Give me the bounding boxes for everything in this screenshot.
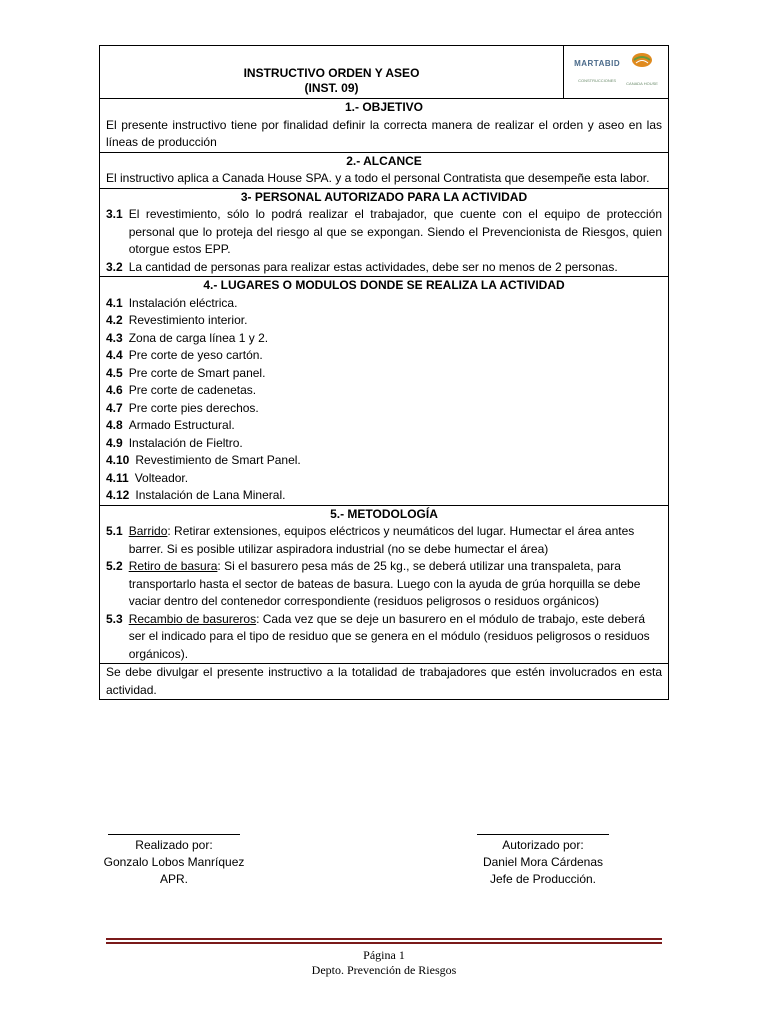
footer-department: Depto. Prevención de Riesgos — [311, 963, 457, 977]
item-number: 4.1 — [106, 295, 123, 310]
company-logo — [564, 46, 669, 99]
item-number: 3.2 — [106, 259, 123, 274]
section-text: El instructivo aplica a Canada House SPA. y a todo el personal Contratista que desempeñe esta labor. — [106, 171, 650, 185]
list-item — [106, 365, 662, 383]
list-item — [106, 435, 662, 453]
item-number: 4.8 — [106, 418, 123, 432]
signature-left — [100, 834, 248, 888]
instructivo-table — [99, 45, 669, 700]
document-body — [99, 45, 669, 700]
list-item — [106, 312, 662, 330]
item-body — [129, 523, 662, 558]
item-term: Barrido — [128, 524, 168, 538]
canada-house-logo-icon — [631, 52, 653, 70]
list-item — [106, 347, 662, 365]
item-text: Zona de carga línea 1 y 2. — [128, 330, 269, 345]
section-heading: 1.- OBJETIVO — [344, 100, 424, 114]
list-item — [106, 487, 662, 505]
section-text: Se debe divulgar el presente instructivo a la totalidad de trabajadores que estén involucrados en esta actividad. — [106, 665, 662, 697]
section-alcance — [100, 152, 669, 188]
item-text: Instalación de Fieltro. — [128, 435, 243, 450]
item-number: 4.10 — [106, 453, 130, 467]
section-objetivo — [100, 99, 669, 153]
section-cierre — [100, 664, 669, 700]
item-number: 5.2 — [106, 559, 123, 573]
footer-rule — [106, 938, 662, 946]
item-text: Pre corte de cadenetas. — [128, 383, 257, 397]
list-item — [106, 259, 662, 277]
signature-label: Realizado por: — [135, 838, 213, 852]
title-line-2: (INST. 09) — [304, 81, 359, 95]
list-item — [106, 330, 662, 348]
section-heading: 3- PERSONAL AUTORIZADO PARA LA ACTIVIDAD — [240, 189, 528, 204]
item-text: Pre corte pies derechos. — [128, 400, 259, 415]
list-item — [106, 206, 662, 259]
section-personal — [100, 188, 669, 277]
item-number: 3.1 — [106, 207, 123, 221]
item-body — [129, 611, 662, 664]
item-text: Instalación de Lana Mineral. — [135, 488, 286, 502]
item-text: Volteador. — [134, 470, 189, 485]
item-number: 5.3 — [106, 611, 123, 626]
item-text: Instalación eléctrica. — [128, 295, 238, 310]
item-number: 4.3 — [106, 330, 123, 345]
item-number: 4.5 — [106, 365, 123, 380]
section-text: El presente instructivo tiene por finalidad definir la correcta manera de realizar el orden y aseo en las líneas de producción — [106, 117, 662, 149]
item-number: 4.9 — [106, 435, 123, 450]
list-item — [106, 382, 662, 400]
item-text: Revestimiento interior. — [128, 313, 248, 327]
list-item — [106, 295, 662, 313]
item-text: : Retirar extensiones, equipos eléctricos y neumáticos del lugar. Humectar el área antes barrer. Si es posible utilizar aspiradora industrial (no se debe humectar el área) — [128, 524, 635, 556]
logo-brand2: CANADA HOUSE — [626, 81, 658, 86]
logo-sub: CONSTRUCCIONES — [578, 78, 617, 83]
section-heading: 2.- ALCANCE — [346, 153, 422, 168]
list-item — [106, 452, 662, 470]
logo-text: MARTABID — [574, 58, 621, 68]
item-number: 4.4 — [106, 348, 123, 362]
section-heading: 5.- METODOLOGÍA — [330, 506, 438, 521]
item-text: Pre corte de Smart panel. — [128, 365, 266, 380]
signature-line — [477, 834, 609, 835]
item-text: La cantidad de personas para realizar estas actividades, debe ser no menos de 2 personas. — [128, 259, 618, 274]
signature-line — [108, 834, 240, 835]
page-number: Página 1 — [363, 948, 405, 962]
metodologia-list — [106, 523, 662, 663]
section-lugares — [100, 277, 669, 506]
signature-name: Daniel Mora Cárdenas — [482, 855, 604, 869]
item-number: 4.2 — [106, 313, 123, 327]
item-number: 4.7 — [106, 400, 123, 415]
item-number: 4.6 — [106, 383, 123, 397]
list-item — [106, 417, 662, 435]
item-number: 4.11 — [106, 470, 129, 485]
signature-role: Jefe de Producción. — [489, 872, 597, 886]
item-body — [129, 558, 662, 611]
item-text: Revestimiento de Smart Panel. — [135, 453, 301, 467]
section-metodologia — [100, 505, 669, 664]
list-item — [106, 523, 662, 558]
item-term: Retiro de basura — [128, 559, 218, 573]
section-heading: 4.- LUGARES O MODULOS DONDE SE REALIZA LA ACTIVIDAD — [203, 278, 565, 292]
signature-right — [469, 834, 617, 888]
item-text: : Cada vez que se deje un basurero en el módulo de trabajo, este deberá ser el indicado para el tipo de residuo que se genera en el módulo (residuos peligrosos o residuos orgánicos). — [128, 611, 650, 661]
list-item — [106, 470, 662, 488]
item-text: El revestimiento, sólo lo podrá realizar el trabajador, que cuente con el equipo de protección personal que lo proteja del riesgo al que se expongan. Siendo el Prevencionista de Riesgos, quien otorgue estos EPP. — [128, 207, 662, 256]
list-item — [106, 558, 662, 611]
item-text: Armado Estructural. — [128, 418, 235, 432]
item-term: Recambio de basureros — [128, 611, 257, 626]
item-text: Pre corte de yeso cartón. — [128, 348, 263, 362]
title-line-1: INSTRUCTIVO ORDEN Y ASEO — [243, 66, 420, 80]
item-text: : Si el basurero pesa más de 25 kg., se deberá utilizar una transpaleta, para transportarlo hasta el sector de bateas de basura. Luego con la ayuda de grúa horquilla se debe vaciar dentro del contenedor correspondiente (residuos peligrosos o residuos orgánicos) — [128, 559, 641, 608]
signature-label: Autorizado por: — [502, 838, 584, 852]
item-number: 5.1 — [106, 524, 123, 538]
list-item — [106, 400, 662, 418]
document-title — [100, 46, 564, 99]
signature-role: APR. — [159, 872, 188, 886]
list-item — [106, 611, 662, 664]
lugares-list — [106, 295, 662, 505]
item-number: 4.12 — [106, 488, 130, 502]
signature-name: Gonzalo Lobos Manríquez — [103, 855, 245, 869]
